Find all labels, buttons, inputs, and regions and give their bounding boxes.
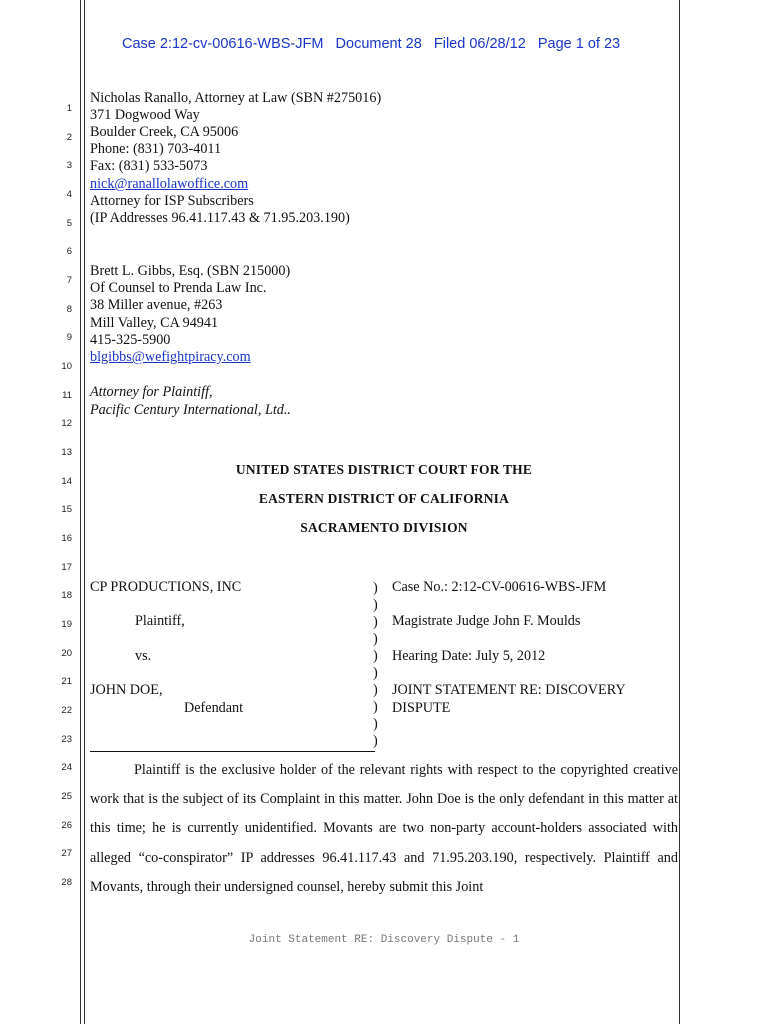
line-number: 3 <box>66 160 72 171</box>
movant-counsel-ips: (IP Addresses 96.41.117.43 & 71.95.203.190) <box>90 210 350 226</box>
court-title-line-3: SACRAMENTO DIVISION <box>300 520 468 535</box>
movant-counsel-city: Boulder Creek, CA 95006 <box>90 124 239 140</box>
line-number: 4 <box>66 189 72 200</box>
plaintiff-counsel-firm: Of Counsel to Prenda Law Inc. <box>90 280 267 296</box>
line-number: 25 <box>61 791 72 802</box>
caption-plaintiff-name: CP PRODUCTIONS, INC <box>90 579 242 595</box>
caption-hearing-date: Hearing Date: July 5, 2012 <box>392 648 546 664</box>
line-number: 27 <box>61 848 72 859</box>
caption-judge: Magistrate Judge John F. Moulds <box>392 613 581 629</box>
case-file-header: Case 2:12-cv-00616-WBS-JFM Document 28 Filed 06/28/12 Page 1 of 23 <box>122 36 621 52</box>
movant-counsel-role: Attorney for ISP Subscribers <box>90 193 254 209</box>
caption-defendant-name: JOHN DOE, <box>90 682 163 698</box>
line-number: 19 <box>61 619 72 630</box>
line-number: 8 <box>66 304 72 315</box>
line-number: 17 <box>61 562 72 573</box>
plaintiff-counsel-name: Brett L. Gibbs, Esq. (SBN 215000) <box>90 263 291 279</box>
line-number: 26 <box>61 820 72 831</box>
line-number: 5 <box>66 218 72 229</box>
body-text <box>90 756 678 902</box>
plaintiff-counsel-client: Pacific Century International, Ltd.. <box>90 402 291 418</box>
line-number: 14 <box>61 476 72 487</box>
line-number: 24 <box>61 762 72 773</box>
movant-counsel-name: Nicholas Ranallo, Attorney at Law (SBN #275016) <box>90 90 382 106</box>
line-number: 7 <box>66 275 72 286</box>
movant-counsel-email-link[interactable]: nick@ranallolawoffice.com <box>90 176 249 192</box>
caption-plaintiff-label: Plaintiff, <box>135 613 185 629</box>
movant-counsel-phone: Phone: (831) 703-4011 <box>90 141 222 157</box>
caption-document-title-1: JOINT STATEMENT RE: DISCOVERY <box>392 682 626 698</box>
line-number: 18 <box>61 590 72 601</box>
line-number: 23 <box>61 734 72 745</box>
line-number: 28 <box>61 877 72 888</box>
line-number: 22 <box>61 705 72 716</box>
left-margin-rule-outer <box>80 0 81 1024</box>
caption-parentheses: ) ) ) ) ) ) ) ) ) ) <box>373 580 378 749</box>
plaintiff-counsel-street: 38 Miller avenue, #263 <box>90 297 223 313</box>
line-number: 9 <box>66 332 72 343</box>
court-title-line-2: EASTERN DISTRICT OF CALIFORNIA <box>258 491 510 506</box>
line-number: 12 <box>61 418 72 429</box>
caption-document-title-2: DISPUTE <box>392 700 451 716</box>
movant-counsel-street: 371 Dogwood Way <box>90 107 200 123</box>
page-footer: Joint Statement RE: Discovery Dispute - 1 <box>248 934 520 946</box>
plaintiff-counsel-role: Attorney for Plaintiff, <box>90 384 213 400</box>
line-number: 21 <box>61 676 72 687</box>
line-number: 11 <box>62 390 72 401</box>
plaintiff-counsel-city: Mill Valley, CA 94941 <box>90 315 219 331</box>
movant-counsel-fax: Fax: (831) 533-5073 <box>90 158 208 174</box>
plaintiff-counsel-email-link[interactable]: blgibbs@wefightpiracy.com <box>90 349 251 365</box>
caption-vs: vs. <box>135 648 152 664</box>
court-title-line-1: UNITED STATES DISTRICT COURT FOR THE <box>235 462 533 477</box>
caption-underline <box>90 751 375 752</box>
line-number: 16 <box>61 533 72 544</box>
right-margin-rule <box>679 0 680 1024</box>
caption-defendant-label: Defendant <box>184 700 244 716</box>
left-margin-rule-inner <box>84 0 85 1024</box>
line-number: 20 <box>61 648 72 659</box>
line-number: 15 <box>61 504 72 515</box>
line-number: 10 <box>61 361 72 372</box>
caption-case-number: Case No.: 2:12-CV-00616-WBS-JFM <box>392 579 607 595</box>
line-number: 13 <box>61 447 72 458</box>
line-number: 6 <box>66 246 72 257</box>
body-paragraph: Plaintiff is the exclusive holder of the relevant rights with respect to the copyrighted creative work that is the subject of its Complaint in this matter. John Doe is the only defendant in this matter at this time; he is currently unidentified. Movants are two non-party account-holders associated with alleged “co-conspirator” IP addresses 96.41.117.43 and 71.95.203.190, respectively. Plaintiff and Movants, through their undersigned counsel, hereby submit this Joint <box>90 762 678 895</box>
line-number: 2 <box>66 132 72 143</box>
plaintiff-counsel-phone: 415-325-5900 <box>90 332 171 348</box>
line-number: 1 <box>66 103 72 114</box>
